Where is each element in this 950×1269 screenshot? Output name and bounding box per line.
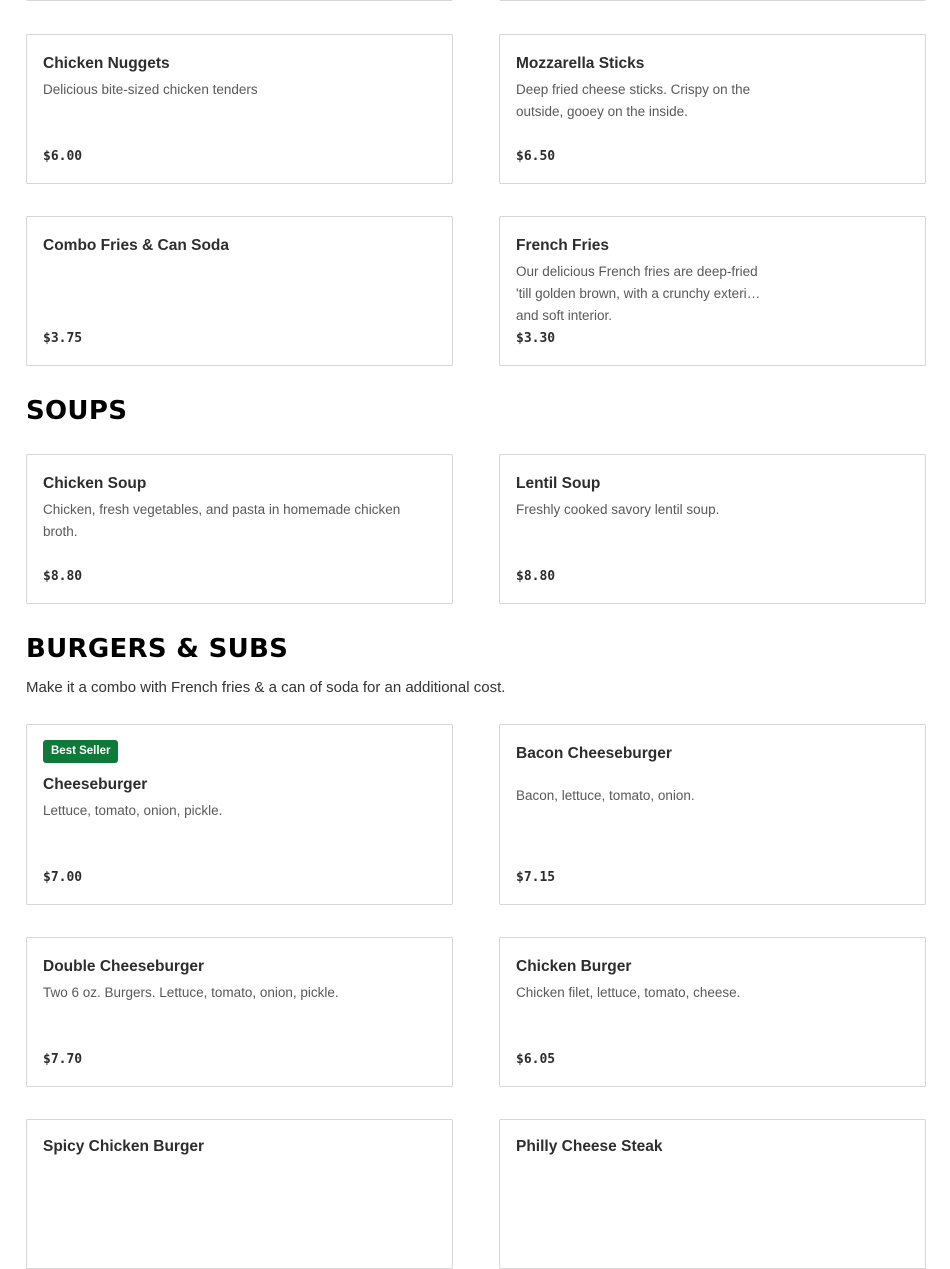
item-name: Double Cheeseburger (43, 958, 205, 975)
item-description: Bacon, lettuce, tomato, onion. (516, 788, 695, 803)
item-price: $6.50 (516, 149, 556, 164)
item-name: Bacon Cheeseburger (516, 745, 672, 762)
menu-item-card[interactable] (26, 0, 453, 1)
item-name: Philly Cheese Steak (516, 1138, 663, 1155)
item-name: Cheeseburger (43, 776, 148, 793)
menu-item-card-bacon-cheeseburger[interactable] (499, 724, 926, 905)
item-name: Chicken Soup (43, 475, 147, 492)
item-name: Lentil Soup (516, 475, 601, 492)
menu-item-card-chicken-nuggets[interactable] (26, 34, 453, 184)
item-price: $8.80 (516, 569, 556, 584)
item-price: $7.70 (43, 1052, 83, 1067)
menu-item-card-mozzarella-sticks[interactable] (499, 34, 926, 184)
menu-item-card-chicken-burger[interactable] (499, 937, 926, 1087)
menu-item-card[interactable] (499, 0, 926, 1)
menu-item-card-french-fries[interactable] (499, 216, 926, 366)
menu-item-card-combo-fries[interactable] (26, 216, 453, 366)
item-description: Our delicious French fries are deep-fried 'till golden brown, with a crunchy exterior and soft interior. (516, 264, 759, 323)
item-price: $3.75 (43, 331, 83, 346)
item-description: Freshly cooked savory lentil soup. (516, 502, 720, 517)
section-note: Make it a combo with French fries & a can of soda for an additional cost. (26, 679, 506, 696)
item-description: Deep fried cheese sticks. Crispy on the outside, gooey on the inside. (516, 82, 751, 119)
item-name: Mozzarella Sticks (516, 55, 645, 72)
item-price: $6.05 (516, 1052, 556, 1067)
item-price: $8.80 (43, 569, 83, 584)
item-description: Delicious bite-sized chicken tenders (43, 82, 258, 97)
item-description: Chicken filet, lettuce, tomato, cheese. (516, 985, 741, 1000)
item-price: $7.00 (43, 870, 83, 885)
section-title-soups: SOUPS (26, 396, 128, 426)
best-seller-badge: Best Seller (43, 740, 118, 763)
menu-item-card-cheeseburger[interactable] (26, 724, 453, 905)
menu-item-card-double-cheeseburger[interactable] (26, 937, 453, 1087)
menu-item-card-philly-cheese-steak[interactable] (499, 1119, 926, 1269)
item-description: Two 6 oz. Burgers. Lettuce, tomato, onion, pickle. (43, 985, 339, 1000)
item-description: Chicken, fresh vegetables, and pasta in homemade chicken broth. (43, 502, 401, 539)
item-price: $7.15 (516, 870, 556, 885)
item-price: $3.30 (516, 331, 556, 346)
menu-item-card-lentil-soup[interactable] (499, 454, 926, 604)
item-name: Chicken Nuggets (43, 55, 170, 72)
item-name: Chicken Burger (516, 958, 632, 975)
section-title-burgers-subs: BURGERS & SUBS (26, 634, 289, 664)
item-name: Spicy Chicken Burger (43, 1138, 205, 1155)
menu-item-card-spicy-chicken-burger[interactable] (26, 1119, 453, 1269)
menu-item-card-chicken-soup[interactable] (26, 454, 453, 604)
item-name: Combo Fries & Can Soda (43, 237, 230, 254)
item-price: $6.00 (43, 149, 83, 164)
item-description: Lettuce, tomato, onion, pickle. (43, 803, 223, 818)
item-name: French Fries (516, 237, 610, 254)
